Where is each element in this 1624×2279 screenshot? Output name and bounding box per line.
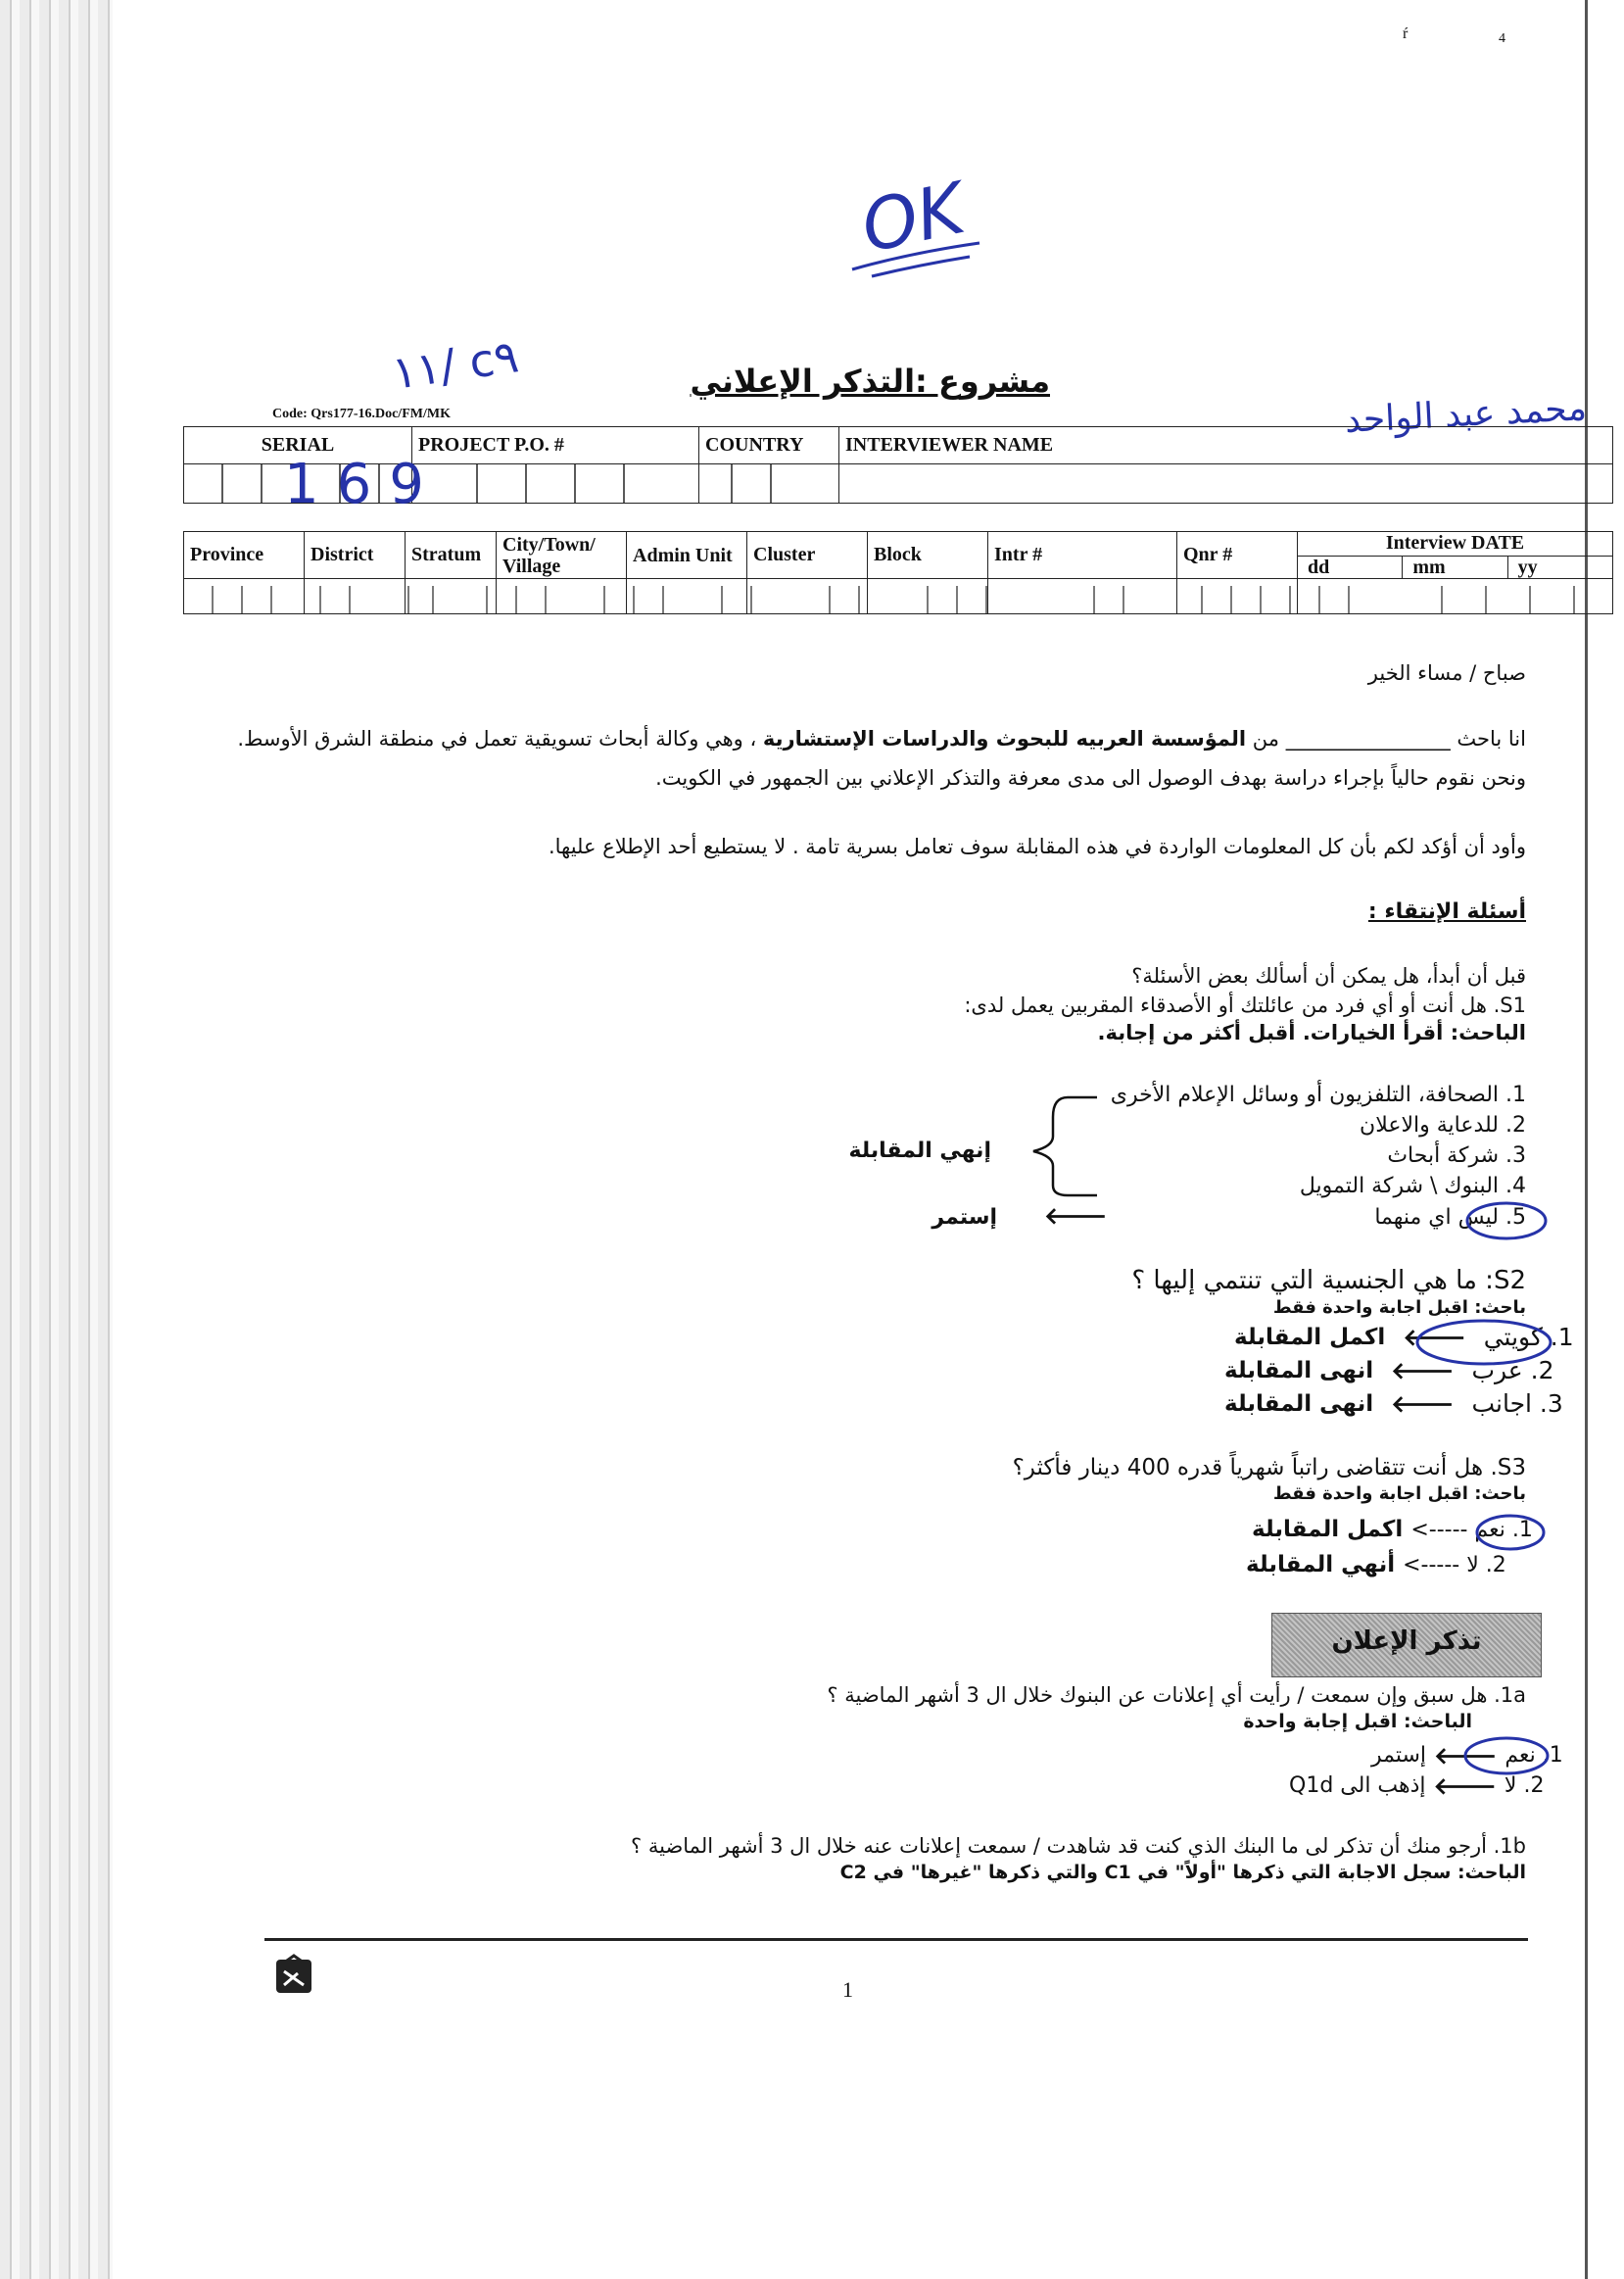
q1a-option-1[interactable]: 1. نعم [1505, 1743, 1563, 1768]
question-1a: 1a. هل سبق وإن سمعت / رأيت أي إعلانات عن البنوك خلال ال 3 أشهر الماضية ؟ [827, 1683, 1526, 1707]
s2-option-3-row[interactable] [1224, 1389, 1563, 1418]
serial-number-handwritten: 169 [284, 453, 442, 516]
date-dd-label: dd [1298, 557, 1403, 578]
intro-line1-start: انا باحث [1457, 727, 1526, 751]
s1-terminate-label: إنهي المقابلة [848, 1139, 991, 1163]
city-header: City/Town/ Village [497, 532, 627, 579]
arrow-left-icon: 🡐 [1403, 1324, 1466, 1351]
table1-cell-dividers [183, 463, 830, 503]
question-s3: S3. هل أنت تتقاضى راتباً شهرياً قدره 400 دينار فأكثر؟ [1012, 1455, 1526, 1480]
s2-option-3[interactable]: 3. اجانب [1471, 1389, 1563, 1418]
corner-mark: 4 [1499, 31, 1505, 46]
s2-option-2-row[interactable] [1224, 1356, 1554, 1384]
q1a-option-2-action: إذهب الى Q1d [1289, 1773, 1426, 1798]
date-mm-label: mm [1403, 557, 1507, 578]
intro-line-2: ونحن نقوم حالياً بإجراء دراسة بهدف الوصول الى مدى معرفة والتذكر الإعلاني بين الجمهور في الكويت. [655, 766, 1526, 790]
arrow-left-icon: 🡐 [1434, 1742, 1498, 1770]
arrow-left-icon: 🡐 [1391, 1390, 1455, 1418]
block-header: Block [868, 532, 988, 579]
intro-org-name: المؤسسة العربيه للبحوث والدراسات الإستشارية [762, 727, 1247, 751]
s1-option-2[interactable]: 2. للدعاية والاعلان [1360, 1113, 1526, 1138]
question-1b: 1b. أرجو منك أن تذكر لى ما البنك الذي كنت قد شاهدت / سمعت إعلانات عنه خلال ال 3 أشهر الماضية ؟ [631, 1834, 1526, 1858]
intro-line-1 [237, 727, 1526, 751]
s2-instruction: باحث: اقبل اجابة واحدة فقط [1272, 1297, 1526, 1318]
s1-option-3[interactable]: 3. شركة أبحاث [1387, 1143, 1526, 1168]
greeting: صباح / مساء الخير [1367, 661, 1526, 685]
s1-continue-label: إستمر [931, 1205, 997, 1230]
s1-brace [999, 1092, 1107, 1200]
s1-option-4[interactable]: 4. البنوك \ شركة التمويل [1299, 1174, 1526, 1198]
s3-option-1-action: اكمل المقابلة [1252, 1517, 1404, 1542]
s3-option-1[interactable]: 1. نعم -----> [1410, 1517, 1533, 1542]
intro-line1-end: ، وهي وكالة أبحاث تسويقية تعمل في منطقة الشرق الأوسط. [237, 727, 757, 751]
interviewer-signature: محمد عبد الواحد [1343, 388, 1588, 442]
date-yy-label: yy [1517, 557, 1538, 578]
s3-option-2[interactable]: 2. لا -----> [1403, 1552, 1506, 1577]
reference-handwriting: ١١/ c٩ [388, 329, 522, 400]
q1a-option-2-row[interactable] [1289, 1771, 1544, 1800]
q1a-option-2[interactable]: 2. لا [1504, 1773, 1545, 1798]
province-header: Province [184, 532, 305, 579]
qnr-header: Qnr # [1177, 532, 1298, 579]
q1a-option-1-action: إستمر [1371, 1743, 1427, 1768]
s2-option-3-action: انهى المقابلة [1224, 1390, 1374, 1417]
stratum-header: Stratum [406, 532, 497, 579]
organization-logo-icon [272, 1952, 315, 1999]
arrow-left-icon: 🡐 [1433, 1772, 1497, 1800]
s2-option-2[interactable]: 2. عرب [1471, 1356, 1554, 1384]
question-s1: S1. هل أنت أو أي فرد من عائلتك أو الأصدقاء المقربين يعمل لدى: [964, 994, 1526, 1017]
s1-option-1[interactable]: 1. الصحافة، التلفزيون أو وسائل الإعلام الأخرى [1110, 1083, 1526, 1107]
admin-unit-header: Admin Unit [627, 532, 747, 579]
ok-mark: OK [854, 167, 972, 268]
district-header: District [305, 532, 406, 579]
screening-intro: قبل أن أبدأ، هل يمكن أن أسألك بعض الأسئلة؟ [1131, 964, 1526, 988]
s3-option-2-row[interactable] [1246, 1552, 1506, 1577]
s2-option-1-action: اكمل المقابلة [1234, 1324, 1386, 1350]
project-po-header: PROJECT P.O. # [412, 427, 699, 464]
footer-rule [264, 1938, 1528, 1941]
screening-heading: أسئلة الإنتقاء : [1367, 899, 1526, 924]
q1b-instruction: الباحث: سجل الاجابة التي ذكرها "أولاً" في C1 والتي ذكرها "غيرها" في C2 [839, 1862, 1526, 1883]
q1a-instruction: الباحث: اقبل إجابة واحدة [1243, 1711, 1472, 1732]
recall-heading: تذكر الإعلان [1331, 1626, 1482, 1656]
arrow-left-icon: 🡐 [1044, 1202, 1108, 1230]
interviewer-name-header: INTERVIEWER NAME [839, 427, 1613, 464]
intr-header: Intr # [988, 532, 1177, 579]
cluster-header: Cluster [747, 532, 868, 579]
intro-line1-mid: من [1246, 727, 1280, 751]
document-title: مشروع :التذكر الإعلاني [690, 363, 1050, 400]
confidentiality-note: وأود أن أؤكد لكم بأن كل المعلومات الواردة في هذه المقابلة سوف تعامل بسرية تامة . لا يستطيع أحد الإطلاع عليها. [548, 835, 1526, 858]
s3-selection-circle [1469, 1509, 1557, 1558]
document-code: Code: Qrs177-16.Doc/FM/MK [272, 407, 451, 421]
s3-option-2-action: أنهي المقابلة [1246, 1552, 1396, 1577]
question-s2: S2: ما هي الجنسية التي تنتمي إليها ؟ [1131, 1266, 1526, 1295]
s3-instruction: باحث: اقبل اجابة واحدة فقط [1272, 1483, 1526, 1504]
binding-margin [0, 0, 113, 2279]
s1-instruction: الباحث: أقرأ الخيارات. أقبل أكثر من إجابة. [1097, 1021, 1526, 1044]
s2-option-2-action: انهى المقابلة [1224, 1357, 1374, 1383]
interview-date-label: Interview DATE [1298, 532, 1612, 557]
serial-header: SERIAL [184, 427, 412, 464]
interviewer-name-cell[interactable] [839, 464, 1613, 504]
page-edge-line [1585, 0, 1588, 2279]
arrow-left-icon: 🡐 [1391, 1357, 1455, 1384]
s1-option-5[interactable]: 5. ليس اي منهما [1374, 1205, 1526, 1230]
s2-option-1[interactable]: 1. كويتي [1483, 1323, 1574, 1351]
intro-line1-blank[interactable]: ________________ [1285, 727, 1451, 751]
s1-selection-circle [1459, 1197, 1557, 1246]
table2-cell-dividers [183, 578, 1613, 613]
country-header: COUNTRY [699, 427, 839, 464]
interview-date-header [1298, 532, 1613, 579]
page-number: 1 [842, 1977, 853, 2002]
recall-heading-box [1271, 1613, 1542, 1677]
ok-underline [842, 235, 989, 284]
corner-mark: ŕ [1403, 25, 1409, 42]
